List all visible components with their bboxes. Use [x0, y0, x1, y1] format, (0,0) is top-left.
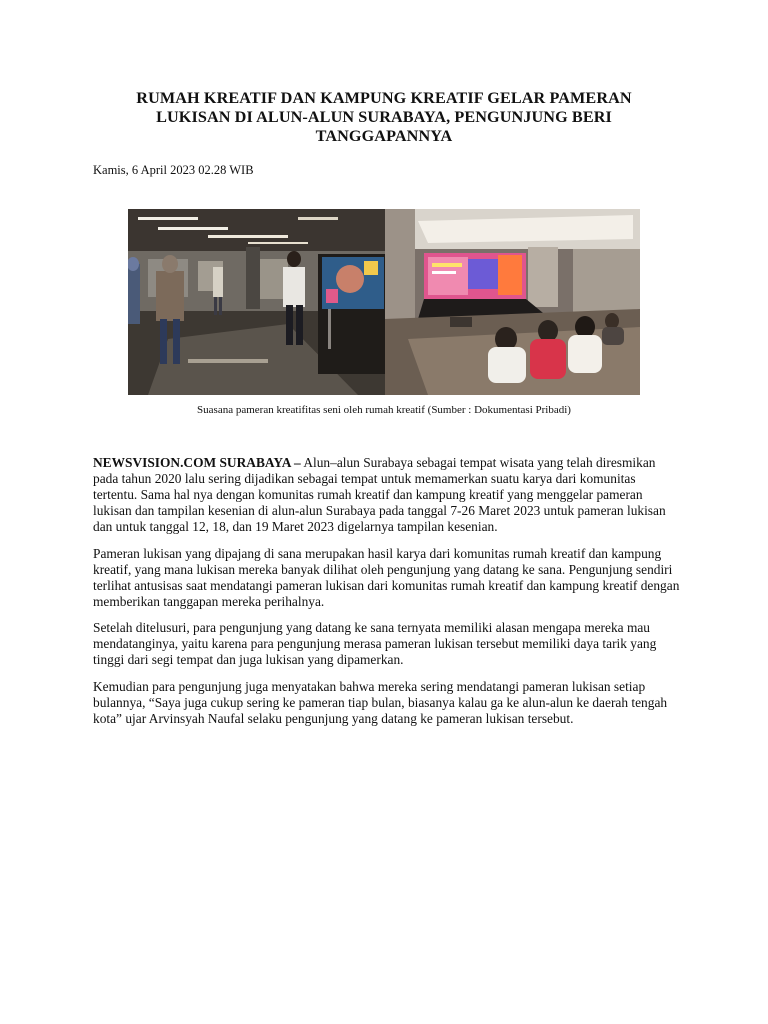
paragraph-3: Setelah ditelusuri, para pengunjung yang datang ke sana ternyata memiliki alasan mengapa mereka mau mendatanginya, yaitu karena para pengunjung merasa pameran lukisan tersebut memiliki daya tarik yang tinggi dari segi tempat dan juga lukisan yang dipamerkan.: [93, 620, 657, 667]
article-date: Kamis, 6 April 2023 02.28 WIB: [93, 163, 254, 177]
dateline: NEWSVISION.COM SURABAYA –: [93, 455, 301, 470]
article-body: [93, 455, 683, 737]
paragraph-2: Pameran lukisan yang dipajang di sana merupakan hasil karya dari komunitas rumah kreatif dan kampung kreatif, yang mana lukisan mereka banyak dilihat oleh pengunjung yang datang ke sana. Pengunjung sendiri terlihat antusisas saat mendatangi pameran lukisan dari komunitas rumah kreatif dan kampung kreatif dengan memberikan tanggapan mereka perihalnya.: [93, 545, 680, 609]
article-title: RUMAH KREATIF DAN KAMPUNG KREATIF GELAR PAMERAN LUKISAN DI ALUN-ALUN SURABAYA, PENGUNJUNG BERI TANGGAPANNYA: [136, 89, 632, 145]
exhibition-photo-illustration: [128, 209, 640, 395]
article-photo: [128, 209, 640, 395]
paragraph-1-text: Alun–alun Surabaya sebagai tempat wisata yang telah diresmikan pada tahun 2020 lalu sering dijadikan sebagai tempat untuk memamerkan suatu karya dari komunitas tertentu. Sama hal nya dengan komunitas rumah kreatif dan kampung kreatif yang menggelar pameran lukisan dan tampilan kesenian di alun-alun Surabaya pada tanggal 7-26 Maret 2023 untuk pameran lukisan dan untuk tanggal 12, 18, dan 19 Maret 2023 digelarnya tampilan kesenian.: [93, 455, 666, 534]
paragraph-4: Kemudian para pengunjung juga menyatakan bahwa mereka sering mendatangi pameran lukisan setiap bulannya, “Saya juga cukup sering ke pameran tiap bulan, biasanya kalau ga ke alun-alun ke daerah tengah kota” ujar Arvinsyah Naufal selaku pengunjung yang datang ke pameran lukisan tersebut.: [93, 678, 668, 726]
paragraph-1: [93, 455, 683, 535]
photo-caption: Suasana pameran kreatifitas seni oleh rumah kreatif (Sumber : Dokumentasi Pribadi): [197, 404, 571, 416]
